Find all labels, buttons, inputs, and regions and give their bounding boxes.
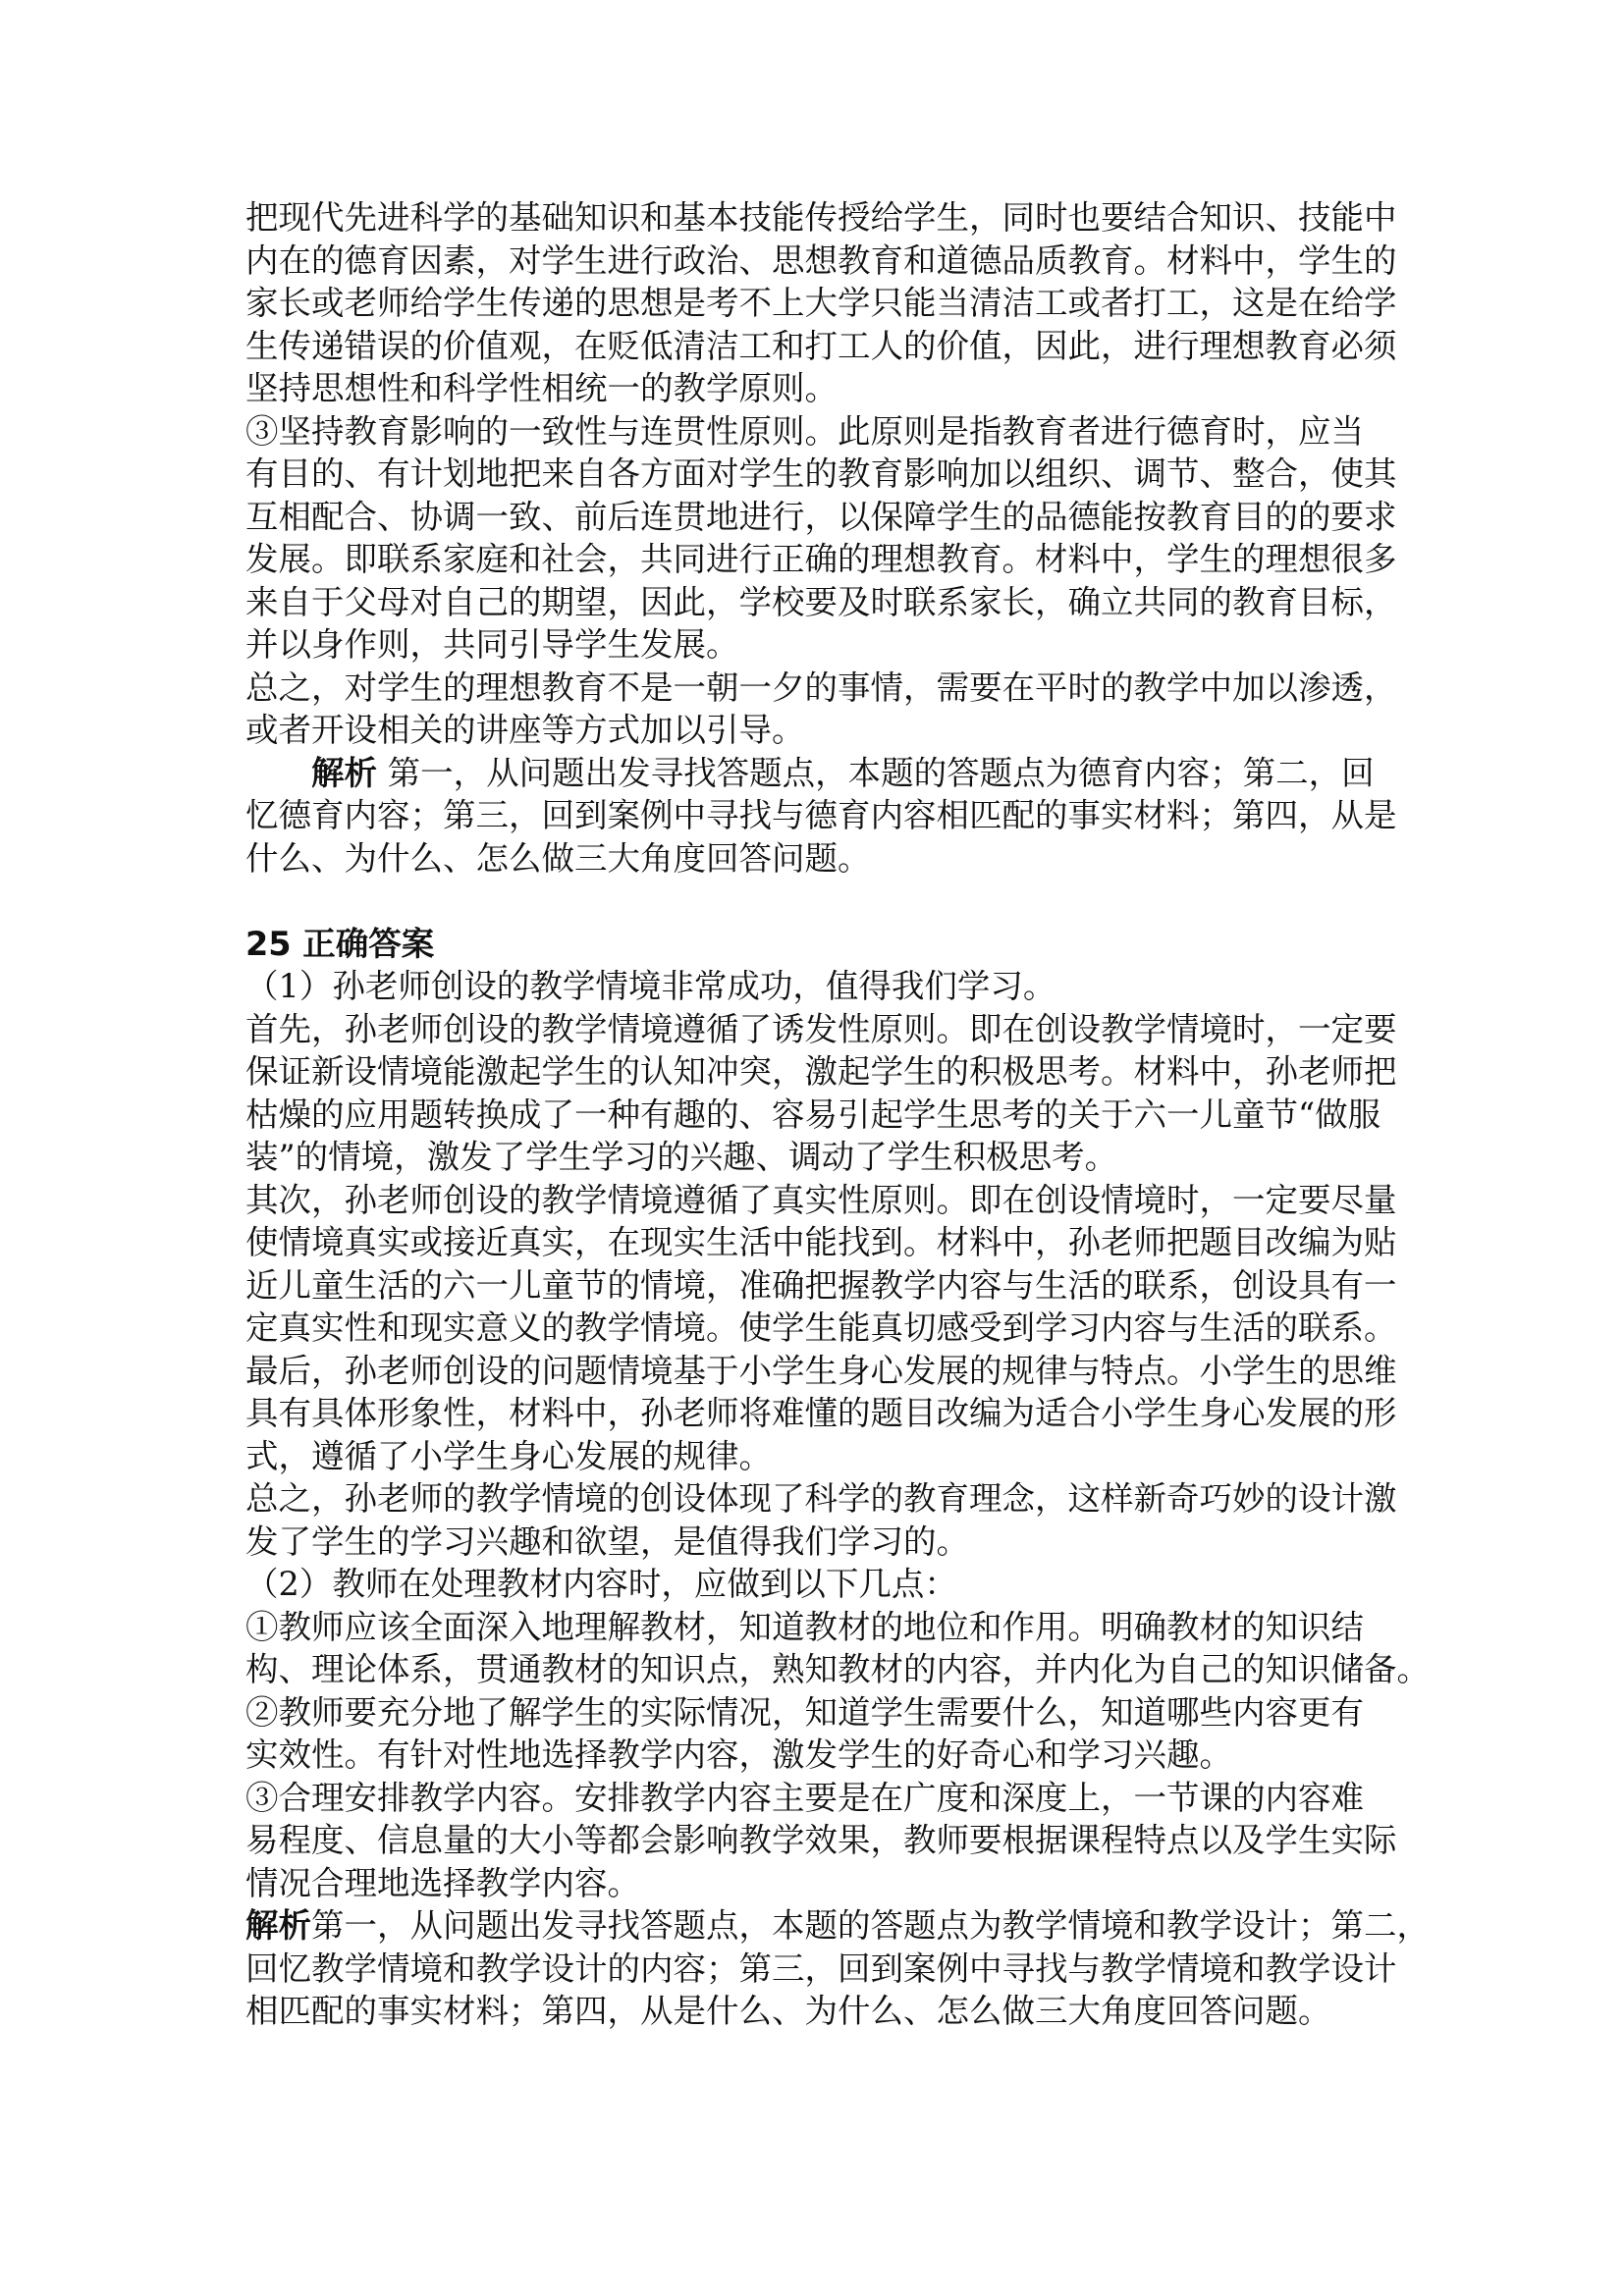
answer-25 <box>245 923 1430 1905</box>
text-line: 保证新设情境能激起学生的认知冲突，激起学生的积极思考。材料中，孙老师把 <box>245 1052 1397 1091</box>
text-line: 最后，孙老师创设的问题情境基于小学生身心发展的规律与特点。小学生的思维 <box>245 1351 1397 1390</box>
text-line: 定真实性和现实意义的教学情境。使学生能真切感受到学习内容与生活的联系。 <box>245 1308 1397 1347</box>
text-line: 具有具体形象性，材料中，孙老师将难懂的题目改编为适合小学生身心发展的形 <box>245 1394 1397 1432</box>
analysis-label: 解析 <box>311 753 377 792</box>
text-line: 其次，孙老师创设的教学情境遵循了真实性原则。即在创设情境时，一定要尽量 <box>245 1180 1397 1219</box>
analysis-line <box>245 752 1394 795</box>
text-line: （1）孙老师创设的教学情境非常成功，值得我们学习。 <box>245 967 1056 1005</box>
analysis-line: 忆德育内容；第三，回到案例中寻找与德育内容相匹配的事实材料；第四，从是 <box>245 796 1397 834</box>
text-line: 装”的情境，激发了学生学习的兴趣、调动了学生积极思考。 <box>245 1138 1118 1176</box>
analysis-text: 第一，从问题出发寻找答题点，本题的答题点为德育内容；第二，回 <box>377 753 1375 792</box>
analysis-label: 解析 <box>245 1906 311 1945</box>
text-line: ②教师要充分地了解学生的实际情况，知道学生需要什么，知道哪些内容更有 <box>245 1692 1364 1732</box>
answer-24-continued <box>245 196 1397 752</box>
text-line: 生传递错误的价值观，在贬低清洁工和打工人的价值，因此，进行理想教育必须 <box>245 326 1397 365</box>
text-line: 坚持思想性和科学性相统一的教学原则。 <box>245 369 838 407</box>
text-line: 首先，孙老师创设的教学情境遵循了诱发性原则。即在创设教学情境时，一定要 <box>245 1009 1397 1048</box>
analysis-line: 回忆教学情境和教学设计的内容；第三，回到案例中寻找与教学情境和教学设计 <box>245 1949 1397 1988</box>
text-line: 易程度、信息量的大小等都会影响教学效果，教师要根据课程特点以及学生实际 <box>245 1821 1397 1859</box>
text-line: ①教师应该全面深入地理解教材，知道教材的地位和作用。明确教材的知识结 <box>245 1607 1364 1646</box>
text-line: ③坚持教育影响的一致性与连贯性原则。此原则是指教育者进行德育时，应当 <box>245 411 1364 451</box>
analysis-line: 什么、为什么、怎么做三大角度回答问题。 <box>245 838 871 878</box>
text-line: 或者开设相关的讲座等方式加以引导。 <box>245 711 805 749</box>
text-line: 总之，孙老师的教学情境的创设体现了科学的教育理念，这样新奇巧妙的设计激 <box>245 1479 1397 1518</box>
text-line: ③合理安排教学内容。安排教学内容主要是在广度和深度上，一节课的内容难 <box>245 1778 1364 1817</box>
text-line: 情况合理地选择教学内容。 <box>245 1863 640 1902</box>
text-line: 有目的、有计划地把来自各方面对学生的教育影响加以组织、调节、整合，使其 <box>245 454 1397 493</box>
text-line: 把现代先进科学的基础知识和基本技能传授给学生，同时也要结合知识、技能中 <box>245 198 1397 237</box>
text-line: 发了学生的学习兴趣和欲望，是值得我们学习的。 <box>245 1522 969 1561</box>
text-line: 使情境真实或接近真实，在现实生活中能找到。材料中，孙老师把题目改编为贴 <box>245 1223 1397 1261</box>
text-line: （2）教师在处理教材内容时，应做到以下几点： <box>245 1565 957 1603</box>
text-line: 式，遵循了小学生身心发展的规律。 <box>245 1436 772 1475</box>
section-heading: 25 正确答案 <box>245 924 435 963</box>
analysis-25 <box>245 1904 1430 2033</box>
text-line: 构、理论体系，贯通教材的知识点，熟知教材的内容，并内化为自己的知识储备。 <box>245 1650 1430 1688</box>
text-line: 总之，对学生的理想教育不是一朝一夕的事情，需要在平时的教学中加以渗透， <box>245 667 1397 707</box>
text-line: 互相配合、协调一致、前后连贯地进行，以保障学生的品德能按教育目的的要求 <box>245 497 1397 536</box>
analysis-24 <box>245 752 1397 881</box>
analysis-line: 相匹配的事实材料；第四，从是什么、为什么、怎么做三大角度回答问题。 <box>245 1992 1331 2030</box>
text-line: 枯燥的应用题转换成了一种有趣的、容易引起学生思考的关于六一儿童节“做服 <box>245 1095 1381 1134</box>
analysis-text: 第一，从问题出发寻找答题点，本题的答题点为教学情境和教学设计；第二， <box>311 1906 1430 1945</box>
document-page <box>245 196 1430 2033</box>
text-line: 发展。即联系家庭和社会，共同进行正确的理想教育。材料中，学生的理想很多 <box>245 540 1397 578</box>
text-line: 实效性。有针对性地选择教学内容，激发学生的好奇心和学习兴趣。 <box>245 1735 1232 1774</box>
spacer <box>245 880 1394 923</box>
text-line: 并以身作则，共同引导学生发展。 <box>245 625 739 664</box>
text-line: 来自于父母对自己的期望，因此，学校要及时联系家长，确立共同的教育目标， <box>245 582 1397 621</box>
text-line: 近儿童生活的六一儿童节的情境，准确把握教学内容与生活的联系，创设具有一 <box>245 1265 1397 1305</box>
text-line: 内在的德育因素，对学生进行政治、思想教育和道德品质教育。材料中，学生的 <box>245 240 1397 280</box>
analysis-line <box>245 1904 1430 1948</box>
text-line: 家长或老师给学生传递的思想是考不上大学只能当清洁工或者打工，这是在给学 <box>245 284 1397 322</box>
